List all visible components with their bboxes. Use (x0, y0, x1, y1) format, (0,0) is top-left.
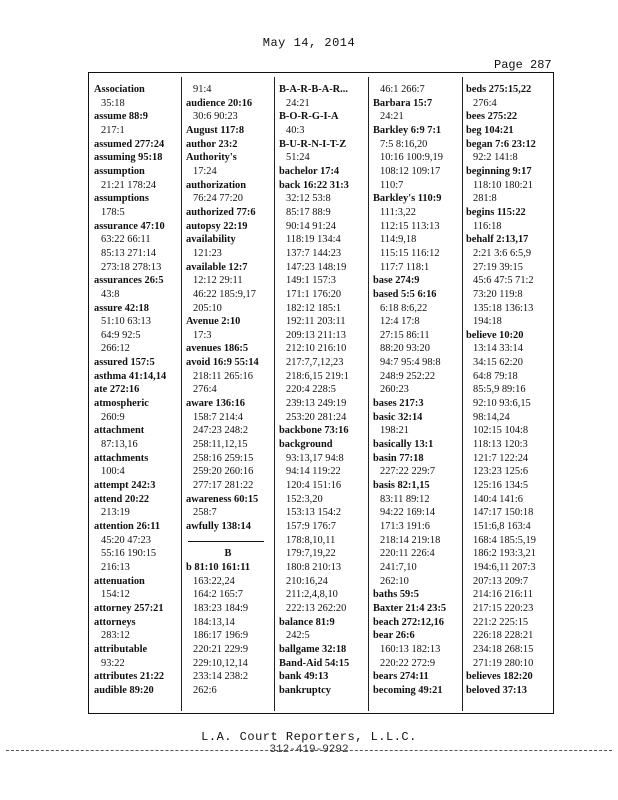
index-citation: 271:19 280:10 (473, 657, 534, 669)
index-citation: 218:14 219:18 (380, 534, 441, 546)
index-citation: 123:23 125:6 (473, 466, 529, 478)
index-citation: 260:23 (380, 384, 409, 396)
index-citation: 241:7,10 (380, 561, 417, 573)
index-entry: Avenue 2:10 (186, 316, 241, 328)
index-citation: 158:7 214:4 (193, 411, 243, 423)
index-citation: 183:23 184:9 (193, 602, 249, 614)
index-entry: assumed 277:24 (94, 138, 165, 150)
index-entry: bankruptcy (279, 684, 331, 696)
index-citation: 194:6,11 207:3 (473, 561, 536, 573)
index-entry: background (279, 439, 333, 451)
index-citation: 88:20 93:20 (380, 343, 430, 355)
index-entry: avoid 16:9 55:14 (186, 357, 259, 369)
index-citation: 242:5 (286, 630, 310, 642)
index-entry: authorization (186, 179, 247, 191)
index-entry: bases 217:3 (373, 398, 424, 410)
index-citation: 121:7 122:24 (473, 452, 529, 464)
index-citation: 277:17 281:22 (193, 480, 254, 492)
index-entry: attorneys (94, 616, 136, 628)
section-divider (186, 534, 270, 548)
index-entry: beach 272:12,16 (373, 616, 444, 628)
index-entry: Band-Aid 54:15 (279, 657, 350, 669)
index-entry: beloved 37:13 (466, 684, 527, 696)
index-citation: 64:9 92:5 (101, 329, 141, 341)
index-citation: 85:13 271:14 (101, 247, 157, 259)
index-entry: assume 88:9 (94, 111, 148, 123)
index-citation: 17:24 (193, 165, 217, 177)
index-citation: 43:8 (101, 288, 120, 300)
index-citation: 40:3 (286, 124, 305, 136)
index-citation: 192:11 203:11 (286, 316, 346, 328)
index-citation: 247:23 248:2 (193, 425, 249, 437)
index-citation: 178:5 (101, 206, 125, 218)
index-entry: Association (94, 84, 145, 95)
index-entry: began 7:6 23:12 (466, 138, 536, 150)
section-letter: B (224, 548, 232, 560)
index-citation: 258:16 259:15 (193, 452, 254, 464)
index-citation: 276:4 (473, 97, 497, 109)
index-entry: attributes 21:22 (94, 671, 165, 683)
index-citation: 227:22 229:7 (380, 466, 436, 478)
index-entry: B-U-R-N-I-T-Z (279, 138, 347, 150)
index-citation: 213:19 (101, 507, 130, 519)
index-citation: 152:3,20 (286, 493, 323, 505)
index-citation: 216:13 (101, 561, 130, 573)
index-entry: August 117:8 (186, 124, 245, 136)
index-citation: 12:12 29:11 (193, 275, 243, 287)
index-citation: 198:21 (380, 425, 409, 437)
index-citation: 63:22 66:11 (101, 234, 151, 246)
index-entry: ate 272:16 (94, 384, 140, 396)
column-divider (368, 77, 369, 711)
index-citation: 7:5 8:16,20 (380, 138, 428, 150)
index-citation: 262:6 (193, 684, 217, 696)
index-citation: 85:17 88:9 (286, 206, 331, 218)
index-citation: 186:17 196:9 (193, 630, 249, 642)
index-entry: asthma 41:14,14 (94, 370, 167, 382)
index-citation: 218:11 265:16 (193, 370, 253, 382)
index-citation: 32:12 53:8 (286, 193, 331, 205)
index-citation: 180:8 210:13 (286, 561, 342, 573)
index-citation: 259:20 260:16 (193, 466, 254, 478)
court-reporter-name: L.A. Court Reporters, L.L.C. (201, 730, 417, 744)
index-citation: 205:10 (193, 302, 222, 314)
index-citation: 220:11 226:4 (380, 548, 435, 560)
index-citation: 217:15 220:23 (473, 602, 534, 614)
index-citation: 125:16 134:5 (473, 480, 529, 492)
index-citation: 46:1 266:7 (380, 84, 425, 95)
index-entry: audience 20:16 (186, 97, 253, 109)
index-entry: author 23:2 (186, 138, 238, 150)
index-entry: assurances 26:5 (94, 275, 164, 287)
index-citation: 217:1 (101, 124, 125, 136)
index-citation: 118:10 180:21 (473, 179, 533, 191)
index-entry: basin 77:18 (373, 452, 424, 464)
index-citation: 83:11 89:12 (380, 493, 430, 505)
deposition-date: May 14, 2014 (262, 36, 356, 50)
index-entry: attempt 242:3 (94, 480, 156, 492)
index-citation: 10:16 100:9,19 (380, 152, 443, 164)
index-citation: 262:10 (380, 575, 409, 587)
index-box (88, 72, 554, 714)
index-citation: 147:17 150:18 (473, 507, 534, 519)
index-entry: attributable (94, 643, 148, 655)
page-number: Page 287 (494, 58, 552, 72)
index-entry: assumptions (94, 193, 149, 205)
index-entry: beds 275:15,22 (466, 84, 532, 95)
index-entry: assured 157:5 (94, 357, 155, 369)
index-citation: 98:14,24 (473, 411, 510, 423)
index-entry: authorized 77:6 (186, 206, 256, 218)
index-citation: 137:7 144:23 (286, 247, 342, 259)
index-citation: 100:4 (101, 466, 125, 478)
index-citation: 234:18 268:15 (473, 643, 534, 655)
index-citation: 276:4 (193, 384, 217, 396)
index-citation: 46:22 185:9,17 (193, 288, 256, 300)
index-entry: bear 26:6 (373, 630, 415, 642)
index-citation: 90:14 91:24 (286, 220, 336, 232)
index-citation: 153:13 154:2 (286, 507, 342, 519)
index-column-5 (466, 83, 552, 709)
index-citation: 194:18 (473, 316, 502, 328)
index-citation: 209:13 211:13 (286, 329, 346, 341)
index-citation: 108:12 109:17 (380, 165, 441, 177)
index-entry: available 12:7 (186, 261, 248, 273)
index-citation: 168:4 185:5,19 (473, 534, 536, 546)
index-citation: 222:13 262:20 (286, 602, 347, 614)
index-entry: atmospheric (94, 398, 149, 410)
index-citation: 253:20 281:24 (286, 411, 347, 423)
index-citation: 111:3,22 (380, 206, 416, 218)
index-citation: 24:21 (286, 97, 310, 109)
index-citation: 140:4 141:6 (473, 493, 523, 505)
index-citation: 154:12 (101, 589, 130, 601)
index-citation: 178:8,10,11 (286, 534, 336, 546)
index-entry: B-O-R-G-I-A (279, 111, 339, 123)
index-citation: 91:4 (193, 84, 212, 95)
index-entry: baths 59:5 (373, 589, 419, 601)
index-entry: bachelor 17:4 (279, 165, 340, 177)
index-entry: awareness 60:15 (186, 493, 259, 505)
index-citation: 51:10 63:13 (101, 316, 151, 328)
index-entry: avenues 186:5 (186, 343, 249, 355)
index-citation: 220:22 272:9 (380, 657, 436, 669)
index-entry: backbone 73:16 (279, 425, 349, 437)
index-citation: 258:11,12,15 (193, 439, 248, 451)
index-citation: 218:6,15 219:1 (286, 370, 349, 382)
index-citation: 212:10 216:10 (286, 343, 347, 355)
index-entry: attachments (94, 452, 149, 464)
index-entry: attend 20:22 (94, 493, 150, 505)
index-citation: 151:6,8 163:4 (473, 521, 531, 532)
index-citation: 6:18 8:6,22 (380, 302, 428, 314)
index-citation: 35:18 (101, 97, 125, 109)
index-entry: assure 42:18 (94, 302, 149, 314)
index-citation: 171:1 176:20 (286, 288, 342, 300)
index-citation: 149:1 157:3 (286, 275, 336, 287)
index-citation: 157:9 176:7 (286, 521, 336, 532)
index-citation: 163:22,24 (193, 575, 235, 587)
index-citation: 64:8 79:18 (473, 370, 518, 382)
index-entry: bees 275:22 (466, 111, 518, 123)
index-entry: B-A-R-B-A-R... (279, 84, 348, 95)
index-citation: 233:14 238:2 (193, 671, 249, 683)
index-citation: 258:7 (193, 507, 217, 519)
index-entry: bears 274:11 (373, 671, 429, 683)
index-entry: believes 182:20 (466, 671, 533, 683)
index-citation: 116:18 (473, 220, 502, 232)
index-entry: becoming 49:21 (373, 684, 443, 696)
index-entry: bank 49:13 (279, 671, 329, 683)
index-column-4 (373, 83, 461, 709)
index-citation: 210:16,24 (286, 575, 328, 587)
index-citation: 30:6 90:23 (193, 111, 238, 123)
index-citation: 118:13 120:3 (473, 439, 528, 451)
index-citation: 87:13,16 (101, 439, 138, 451)
index-citation: 283:12 (101, 630, 130, 642)
index-entry: Baxter 21:4 23:5 (373, 602, 447, 614)
index-citation: 281:8 (473, 193, 497, 205)
index-citation: 207:13 209:7 (473, 575, 529, 587)
index-citation: 179:7,19,22 (286, 548, 336, 560)
index-entry: attorney 257:21 (94, 602, 164, 614)
index-entry: assurance 47:10 (94, 220, 165, 232)
column-divider (462, 77, 463, 711)
index-citation: 93:13,17 94:8 (286, 452, 344, 464)
index-citation: 92:10 93:6,15 (473, 398, 531, 410)
index-entry: beg 104:21 (466, 124, 514, 136)
index-entry: basis 82:1,15 (373, 480, 430, 492)
index-citation: 147:23 148:19 (286, 261, 347, 273)
index-citation: 248:9 252:22 (380, 370, 436, 382)
index-citation: 160:13 182:13 (380, 643, 441, 655)
index-citation: 220:21 229:9 (193, 643, 249, 655)
index-citation: 186:2 193:3,21 (473, 548, 536, 560)
index-citation: 93:22 (101, 657, 125, 669)
index-citation: 120:4 151:16 (286, 480, 342, 492)
index-citation: 13:14 33:14 (473, 343, 523, 355)
index-citation: 164:2 165:7 (193, 589, 243, 601)
index-entry: behalf 2:13,17 (466, 234, 529, 246)
index-citation: 112:15 113:13 (380, 220, 440, 232)
index-citation: 27:15 86:11 (380, 329, 430, 341)
index-citation: 226:18 228:21 (473, 630, 534, 642)
index-entry: b 81:10 161:11 (186, 561, 251, 573)
index-entry: basic 32:14 (373, 411, 423, 423)
index-citation: 214:16 216:11 (473, 589, 533, 601)
index-entry: basically 13:1 (373, 439, 434, 451)
index-citation: 94:7 95:4 98:8 (380, 357, 441, 369)
index-citation: 76:24 77:20 (193, 193, 243, 205)
index-citation: 184:13,14 (193, 616, 235, 628)
index-column-3 (279, 83, 367, 709)
index-citation: 17:3 (193, 329, 212, 341)
index-citation: 55:16 190:15 (101, 548, 157, 560)
index-entry: attachment (94, 425, 145, 437)
index-citation: 2:21 3:6 6:5,9 (473, 247, 532, 259)
index-citation: 102:15 104:8 (473, 425, 529, 437)
index-entry: base 274:9 (373, 275, 420, 287)
index-entry: awfully 138:14 (186, 521, 251, 532)
index-entry: Barbara 15:7 (373, 97, 433, 109)
index-citation: 211:2,4,8,10 (286, 589, 338, 601)
index-citation: 239:13 249:19 (286, 398, 347, 410)
index-entry: based 5:5 6:16 (373, 288, 437, 300)
index-citation: 217:7,7,12,23 (286, 357, 344, 369)
index-entry: attenuation (94, 575, 145, 587)
index-entry: believe 10:20 (466, 329, 524, 341)
index-citation: 34:15 62:20 (473, 357, 523, 369)
index-citation: 45:6 47:5 71:2 (473, 275, 534, 287)
index-citation: 117:7 118:1 (380, 261, 430, 273)
index-entry: Barkley 6:9 7:1 (373, 124, 442, 136)
column-divider (181, 77, 182, 711)
index-citation: 273:18 278:13 (101, 261, 162, 273)
index-citation: 220:4 228:5 (286, 384, 336, 396)
index-entry: begins 115:22 (466, 206, 526, 218)
index-citation: 12:4 17:8 (380, 316, 420, 328)
index-citation: 135:18 136:13 (473, 302, 534, 314)
index-citation: 171:3 191:6 (380, 521, 430, 532)
column-divider (274, 77, 275, 711)
index-citation: 110:7 (380, 179, 404, 191)
index-citation: 182:12 185:1 (286, 302, 342, 314)
index-citation: 24:21 (380, 111, 404, 123)
index-entry: Authority's (186, 152, 237, 164)
index-citation: 94:22 169:14 (380, 507, 436, 519)
index-citation: 221:2 225:15 (473, 616, 529, 628)
index-citation: 92:2 141:8 (473, 152, 518, 164)
index-entry: aware 136:16 (186, 398, 245, 410)
index-citation: 115:15 116:12 (380, 247, 440, 259)
index-entry: assumption (94, 165, 145, 177)
index-entry: audible 89:20 (94, 684, 154, 696)
index-column-2 (186, 83, 270, 709)
index-citation: 94:14 119:22 (286, 466, 341, 478)
index-citation: 260:9 (101, 411, 125, 423)
index-entry: ballgame 32:18 (279, 643, 347, 655)
index-entry: availability (186, 234, 236, 246)
index-citation: 27:19 39:15 (473, 261, 523, 273)
index-citation: 51:24 (286, 152, 310, 164)
index-column-1 (94, 83, 178, 709)
index-citation: 118:19 134:4 (286, 234, 341, 246)
index-entry: assuming 95:18 (94, 152, 163, 164)
index-entry: Barkley's 110:9 (373, 193, 442, 205)
index-citation: 121:23 (193, 247, 222, 259)
index-entry: balance 81:9 (279, 616, 335, 628)
index-entry: autopsy 22:19 (186, 220, 248, 232)
index-citation: 45:20 47:23 (101, 534, 151, 546)
index-entry: back 16:22 31:3 (279, 179, 349, 191)
index-entry: attention 26:11 (94, 521, 161, 532)
index-entry: beginning 9:17 (466, 165, 532, 177)
court-reporter-phone: 312-419-9292 (269, 744, 349, 756)
index-citation: 266:12 (101, 343, 130, 355)
index-citation: 73:20 119:8 (473, 288, 523, 300)
index-citation: 21:21 178:24 (101, 179, 157, 191)
index-citation: 85:5,9 89:16 (473, 384, 526, 396)
index-citation: 114:9,18 (380, 234, 417, 246)
index-citation: 229:10,12,14 (193, 657, 248, 669)
